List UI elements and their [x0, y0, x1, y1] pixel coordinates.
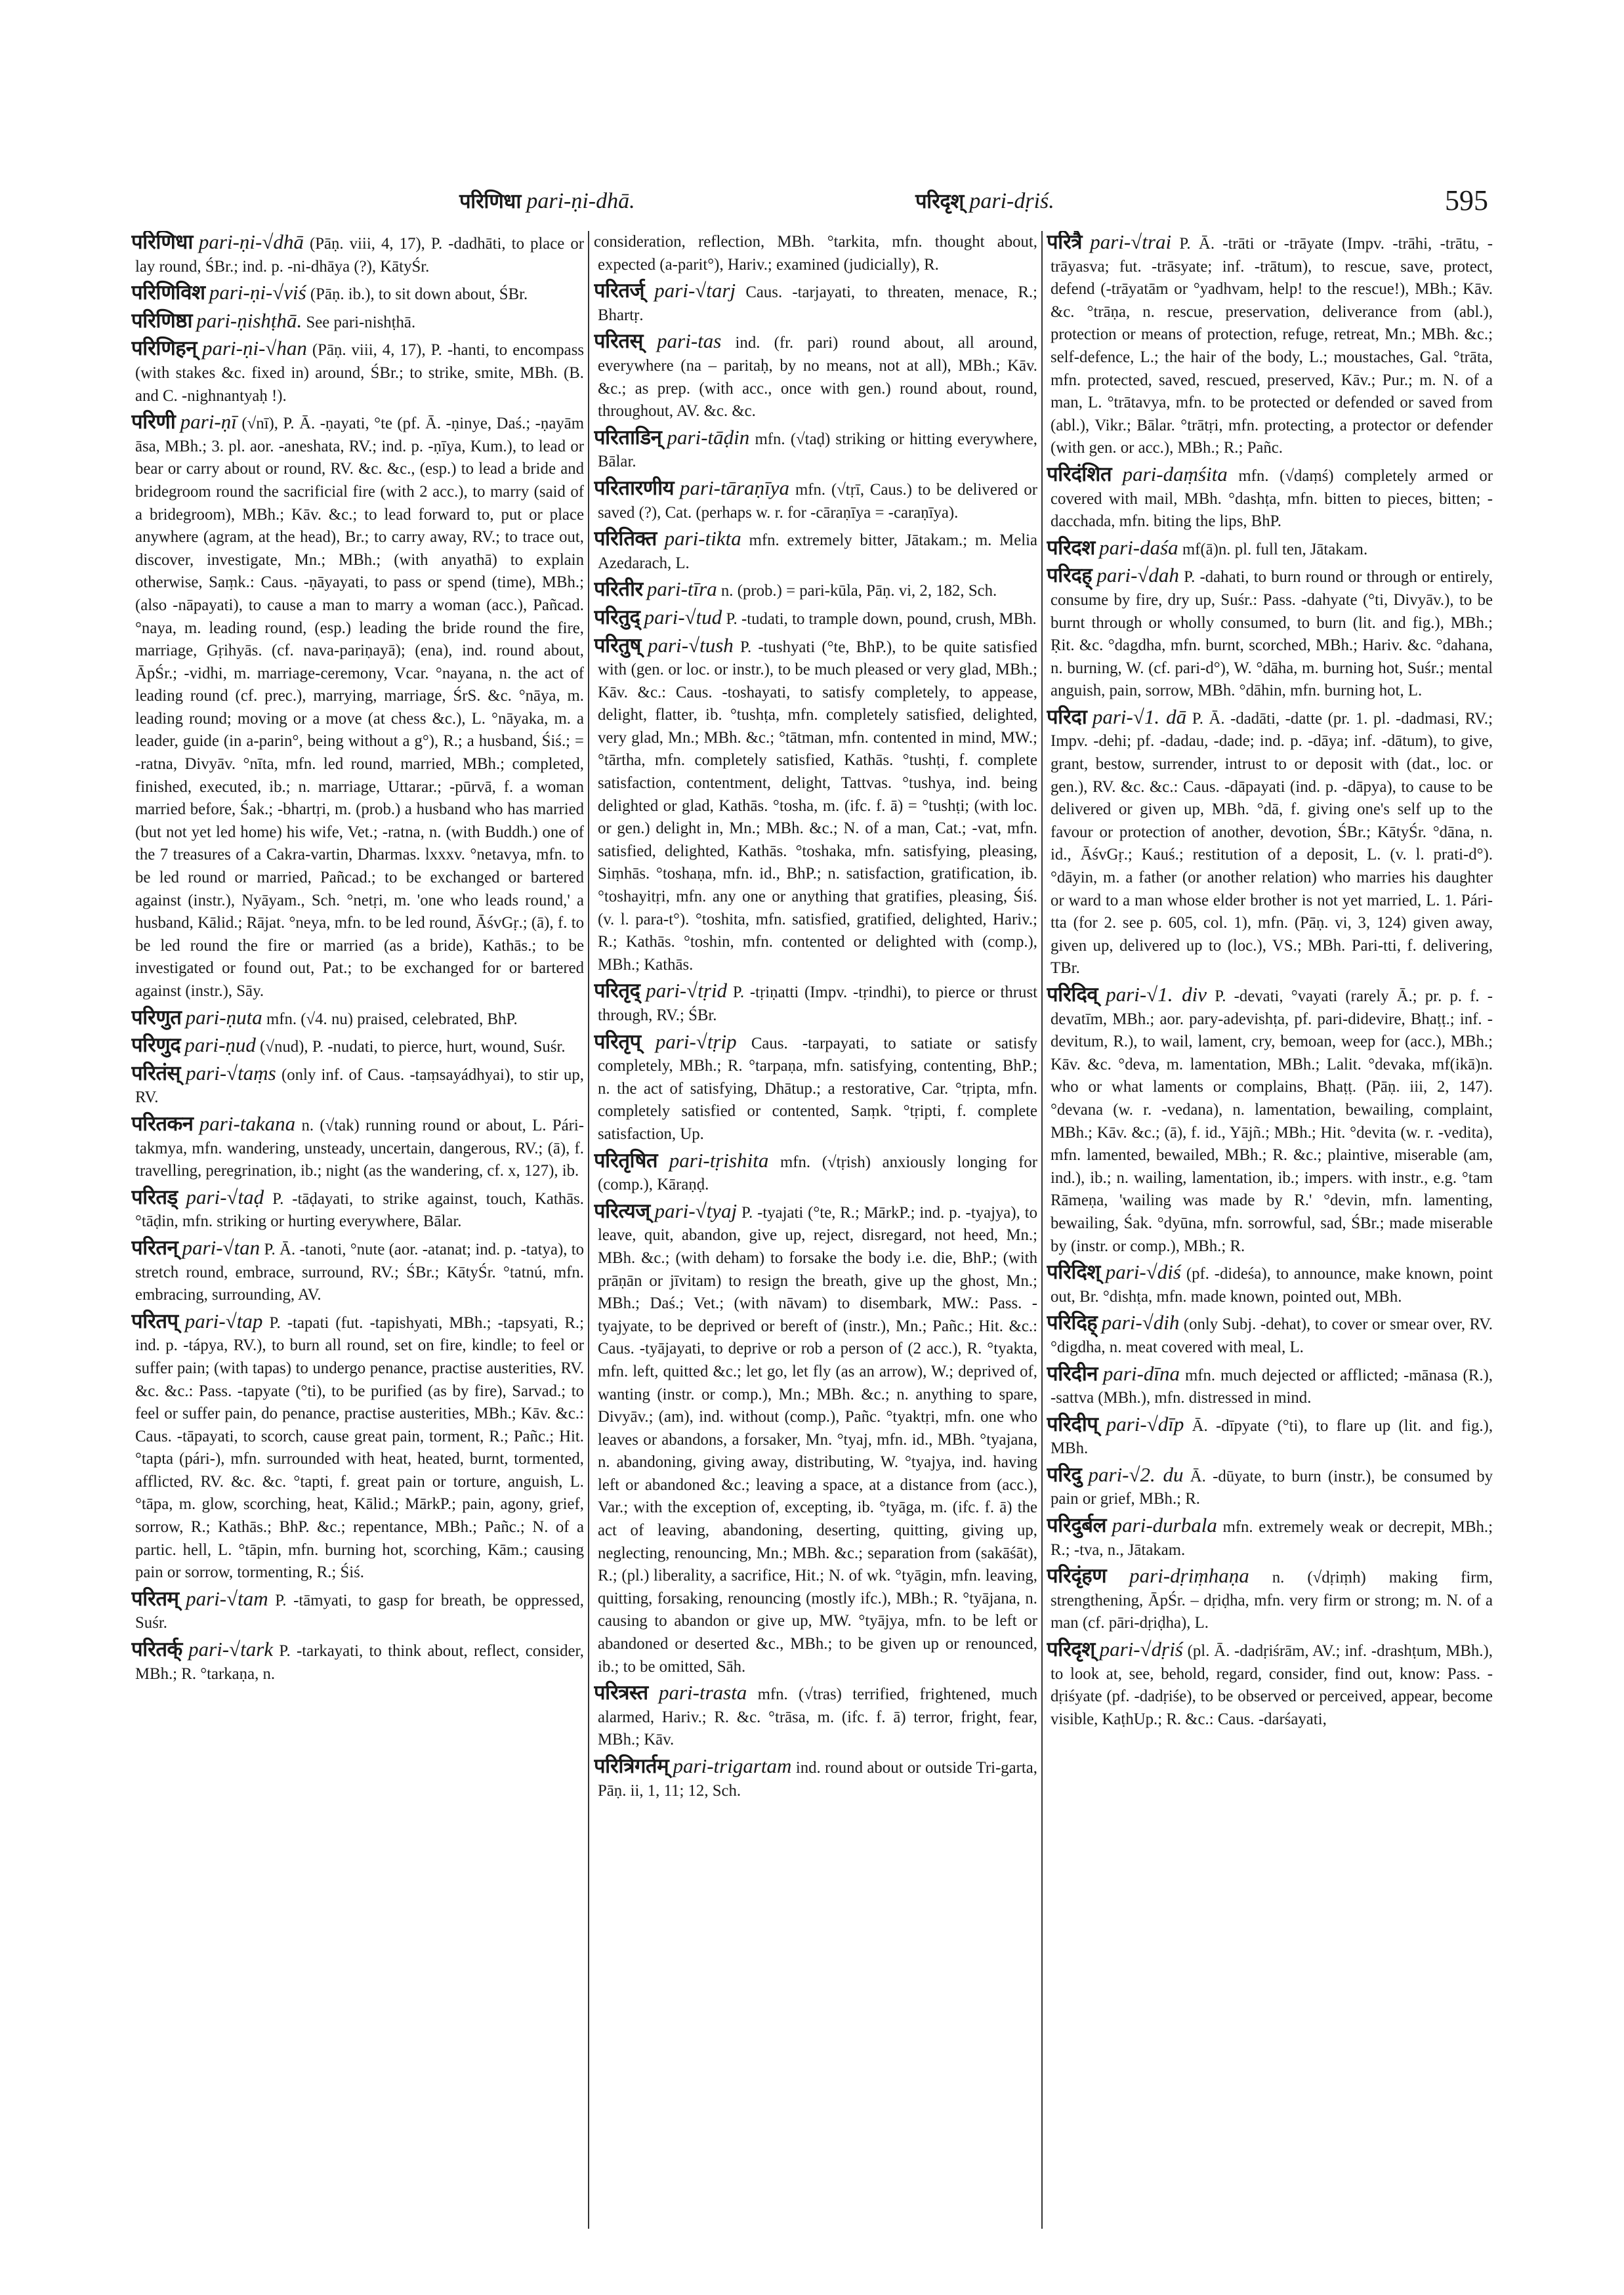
entry-definition: n. (√dṛiṃh) making firm, strengthening, ĀpŚr. – dṛiḍha, mfn. very firm or strong; m. N. of a man (cf. pāri-dṛiḍha), L.	[1051, 1569, 1493, 1632]
entry-definition: ind. round about or outside Tri-garta, Pāṇ. ii, 1, 11; 12, Sch.	[598, 1759, 1037, 1800]
entry-devanagari-headword: परितारणीय	[594, 476, 675, 499]
entry-definition: mfn. much dejected or afflicted; -mānasa (R.), -sattva (MBh.), mfn. distressed in mind.	[1051, 1366, 1493, 1407]
dictionary-entry	[594, 1031, 1037, 1146]
entry-transliterated-headword: pari-dṛiṃhaṇa	[1129, 1564, 1249, 1588]
entry-definition: (√nud), P. -nudati, to pierce, hurt, wound, Suśr.	[260, 1038, 566, 1056]
entry-definition: mf(ā)n. pl. full ten, Jātakam.	[1182, 540, 1368, 558]
dictionary-entry	[594, 231, 1037, 276]
dictionary-entry	[1047, 463, 1493, 533]
entry-definition: mfn. (√tṛī, Caus.) to be delivered or saved (?), Cat. (perhaps w. r. for -cāraṇīya = -caraṇīya).	[598, 480, 1037, 522]
entry-transliterated-headword: pari-ṇishṭhā.	[196, 308, 302, 332]
entry-devanagari-headword: परिताडिन्	[594, 425, 662, 449]
dictionary-entry	[594, 634, 1037, 977]
entry-definition: P. -tāmyati, to gasp for breath, be oppressed, Suśr.	[135, 1591, 584, 1632]
entry-transliterated-headword: pari-√tṛid	[646, 979, 728, 1003]
page-header	[0, 0, 1624, 217]
entry-transliterated-headword: pari-daṃśita	[1122, 462, 1228, 486]
entry-devanagari-headword: परिदृंहण	[1047, 1564, 1107, 1588]
dictionary-entry	[594, 606, 1037, 631]
entry-transliterated-headword: pari-√tam	[186, 1586, 268, 1610]
dictionary-entry	[594, 1149, 1037, 1197]
page-number: 595	[1445, 184, 1488, 217]
entry-devanagari-headword: परितिक्त	[594, 527, 657, 550]
entry-devanagari-headword: परितन्	[131, 1235, 178, 1259]
entry-definition: ind. (fr. pari) round about, all around, everywhere (na – paritaḥ, by no means, not at all), MBh.; Kāv. &c.; as prep. (with acc., once with gen.) round about, round, throughout, AV. &c. &c.	[598, 334, 1037, 421]
entry-devanagari-headword: परिदह्	[1047, 564, 1093, 587]
entry-transliterated-headword: pari-√tud	[644, 605, 722, 629]
entry-transliterated-headword: pari-tikta	[664, 527, 741, 550]
entry-devanagari-headword: परितीर	[594, 577, 643, 601]
entry-devanagari-headword: परितृप्	[594, 1029, 641, 1053]
entry-definition: (pl. Ā. -dadṛiśrām, AV.; inf. -drashṭum, MBh.), to look at, see, behold, regard, consider, find out, know: Pass. -dṛiśyate (pf. -dadṛiśe), to be observed or perceived, appear, become visible, KaṭhUp.; R. &c.: Caus. -darśayati,	[1051, 1642, 1493, 1728]
entry-definition: (Pāṇ. viii, 4, 17), P. -dadhāti, to place or lay round, ŚBr.; ind. p. -ni-dhāya (?), KātyŚr.	[135, 235, 584, 276]
entry-definition: consideration, reflection, MBh. °tarkita, mfn. thought about, expected (a-parit°), Hariv.; examined (judicially), R.	[594, 233, 1037, 274]
dictionary-column-3	[1047, 231, 1493, 2235]
dictionary-entry	[594, 279, 1037, 327]
entry-transliterated-headword: pari-tāḍin	[667, 425, 750, 449]
entry-devanagari-headword: परिदु	[1047, 1462, 1082, 1486]
dictionary-entry	[1047, 564, 1493, 703]
entry-definition: P. -tṛiṇatti (Impv. -tṛindhi), to pierce or thrust through, RV.; ŚBr.	[598, 983, 1037, 1024]
entry-definition: Caus. -tarpayati, to satiate or satisfy completely, MBh.; R. °tarpaṇa, mfn. satisfying, contenting, BhP.; n. the act of satisfying, Dhātup.; a restorative, Car. °tṛipta, mfn. completely satisfied or contented, Saṃk. °tṛipti, f. complete satisfaction, Up.	[598, 1034, 1037, 1143]
entry-definition: P. Ā. -trāti or -trāyate (Impv. -trāhi, -trātu, -trāyasva; fut. -trāsyate; inf. -trātum), to rescue, save, protect, defend (-trāyatām or °yadhvam, help! to the rescue!), MBh.; Kāv. &c. °trāṇa, n. rescue, preservation, deliverance from (abl.), protection or means of protection, refuge, retreat, Mn.; MBh. &c.; self-defence, L.; the hair of the body, L.; moustaches, Gal. °trāta, mfn. protected, saved, rescued, preserved, Kāv.; Pur.; m. N. of a man, L. °trātavya, mfn. to be protected or defended or saved from (abl.), Vikr.; Bālar. °trātṛi, mfn. protecting, a protector or defender (with gen. or acc.), MBh.; R.; Pañc.	[1051, 235, 1493, 457]
dictionary-entry	[131, 1186, 584, 1233]
dictionary-entry	[1047, 231, 1493, 460]
entry-devanagari-headword: परिणी	[131, 410, 176, 434]
entry-transliterated-headword: pari-dīna	[1102, 1361, 1180, 1385]
dictionary-entry	[594, 426, 1037, 474]
entry-devanagari-headword: परितड्	[131, 1185, 178, 1209]
entry-transliterated-headword: pari-ṇi-√viś	[209, 281, 306, 304]
entry-devanagari-headword: परिदीप्	[1047, 1412, 1098, 1436]
dictionary-entry	[594, 1682, 1037, 1752]
entry-transliterated-headword: pari-√1. dā	[1092, 705, 1187, 728]
dictionary-entry	[1047, 1638, 1493, 1731]
entry-devanagari-headword: परितुष्	[594, 633, 641, 657]
dictionary-entry	[594, 527, 1037, 575]
entry-transliterated-headword: pari-√dṛiś	[1099, 1638, 1183, 1661]
entry-transliterated-headword: pari-√tan	[182, 1235, 260, 1259]
entry-devanagari-headword: परित्यज्	[594, 1199, 650, 1222]
entry-transliterated-headword: pari-√tyaj	[654, 1199, 738, 1222]
entry-devanagari-headword: परितम्	[131, 1586, 179, 1610]
dictionary-entry	[131, 1006, 584, 1031]
entry-transliterated-headword: pari-√tarj	[654, 279, 736, 302]
entry-transliterated-headword: pari-ṇud	[184, 1033, 256, 1057]
entry-definition: P. -tyajati (°te, R.; MārkP.; ind. p. -tyajya), to leave, quit, abandon, give up, reject, disregard, not heed, Mn.; MBh. &c.; (with deham) to forsake the body i.e. die, BhP.; (with prāṇān or jīvitam) to resign the breath, give up the ghost, Mn.; MBh.; Daś.; Vet.; (with nāvam) to disembark, MW.: Pass. -tyajyate, to be deprived or bereft of (instr.), Mn.; Pañc.; Hit. &c.: Caus. -tyājayati, to deprive or rob a person of (2 acc.), R. °tyakta, mfn. left, quitted &c.; let go, let fly (as an arrow), W.; deprived of, wanting (instr. or comp.), Mn.; MBh. &c.; n. anything to spare, Divyāv.; (am), ind. without (comp.), Pañc. °tyaktṛi, mfn. one who leaves or abandons, a forsaker, Mn. °tyaj, mfn. id., MBh. °tyajana, n. abandoning, giving away, distributing, W. °tyajya, ind. having left or abandoned &c.; leaving a space, at a distance from (acc.), Var.; with the exception of, excepting, ib. °tyāga, m. (ifc. f. ā) the act of leaving, abandoning, deserting, quitting, giving up, neglecting, renouncing, Mn.; MBh. &c.; separation from (sakāśāt), R.; (pl.) liberality, a sacrifice, Hit.; N. of wk. °tyāgin, mfn. leaving, quitting, forsaking, renouncing (mostly ifc.), MBh.; R. °tyājana, n. causing to abandon or give up, MW. °tyājya, mfn. to be left or abandoned or deserted &c., MBh.; to be given up or renounced, ib.; to be omitted, Sāh.	[598, 1203, 1037, 1676]
dictionary-entry	[1047, 1413, 1493, 1460]
entry-definition: (Pāṇ. ib.), to sit down about, ŚBr.	[310, 285, 528, 304]
entry-definition: mfn. (√daṃś) completely armed or covered with mail, MBh. °dashṭa, mfn. bitten to pieces, bitten; -dacchada, mfn. biting the lips, BhP.	[1051, 466, 1493, 531]
entry-devanagari-headword: परितुद्	[594, 605, 640, 629]
entry-definition: (pf. -dideśa), to announce, make known, point out, Br. °dishṭa, mfn. made known, pointed out, MBh.	[1051, 1265, 1493, 1306]
entry-transliterated-headword: pari-tas	[657, 329, 722, 353]
entry-definition: mfn. (√tras) terrified, frightened, much alarmed, Hariv.; R. &c. °trāsa, m. (ifc. f. ā) terror, fright, fear, MBh.; Kāv.	[598, 1685, 1037, 1749]
entry-devanagari-headword: परित्रै	[1047, 231, 1082, 253]
right-head-translit: pari-dṛiś.	[969, 189, 1054, 213]
entry-transliterated-headword: pari-√tush	[648, 633, 734, 657]
dictionary-entry	[131, 411, 584, 1003]
entry-definition: mfn. (√tṛish) anxiously longing for (comp.), Kāraṇḍ.	[598, 1153, 1037, 1194]
dictionary-entry	[594, 1200, 1037, 1678]
dictionary-entry	[131, 231, 584, 278]
entry-definition: mfn. (√4. nu) praised, celebrated, BhP.	[266, 1010, 518, 1028]
entry-transliterated-headword: pari-tṛishita	[669, 1148, 769, 1172]
entry-transliterated-headword: pari-ṇuta	[185, 1005, 262, 1029]
entry-transliterated-headword: pari-√dih	[1101, 1311, 1180, 1334]
entry-definition: P. -tapati (fut. -tapishyati, MBh.; -tapsyati, R.; ind. p. -tápya, RV.), to burn all round, set on fire, kindle; to feel or suffer pain; (with tapas) to undergo penance, practise austerities, RV. &c. &c.: Pass. -tapyate (°ti), to be purified (as by fire), Sarvad.; to feel or suffer pain, do penance, practise austerities, MBh.; Kāv. &c.: Caus. -tāpayati, to scorch, cause great pain, torment, R.; Pañc.; Hit. °tapta (pári-), mfn. surrounded with heat, heated, burnt, tormented, afflicted, RV. &c. &c. °tapti, f. great pain or torture, anguish, L. °tāpa, m. glow, scorching, heat, Kālid.; MārkP.; pain, agony, grief, sorrow, R.; Kathās.; BhP. &c.; repentance, MBh.; Pañc.; N. of a partic. hell, L. °tāpin, mfn. burning hot, scorching, Kām.; causing pain or sorrow, tormenting, R.; Śiś.	[135, 1313, 584, 1582]
dictionary-entry	[1047, 1464, 1493, 1511]
entry-definition: Ā. -dūyate, to burn (instr.), be consumed by pain or grief, MBh.; R.	[1051, 1467, 1493, 1508]
entry-definition: Ā. -dīpyate (°ti), to flare up (lit. and fig.), MBh.	[1051, 1416, 1493, 1458]
dictionary-entry	[131, 1310, 584, 1584]
dictionary-entry	[594, 330, 1037, 423]
entry-devanagari-headword: परिदश	[1047, 535, 1095, 559]
entry-devanagari-headword: परितर्ज्	[594, 279, 644, 302]
entry-transliterated-headword: pari-takana	[199, 1111, 296, 1135]
entry-definition: See pari-nishṭhā.	[306, 313, 416, 331]
dictionary-entry	[131, 1588, 584, 1635]
column-divider	[1041, 231, 1043, 2229]
entry-definition: n. (√tak) running round or about, L. Pári-takmya, mfn. wandering, unsteady, uncertain, dangerous, RV.; (ā), f. travelling, peregrination, ib.; night (as the wandering, cf. x, 127), ib.	[135, 1116, 584, 1180]
entry-devanagari-headword: परिदिश्	[1047, 1260, 1100, 1284]
left-head-translit: pari-ṇi-dhā.	[526, 189, 635, 213]
entry-devanagari-headword: परितस्	[594, 329, 643, 353]
entry-definition: P. -tāḍayati, to strike against, touch, Kathās. °tāḍin, mfn. striking or hurting everywhere, Bālar.	[135, 1189, 584, 1231]
dictionary-entry	[131, 337, 584, 407]
entry-transliterated-headword: pari-trasta	[658, 1681, 747, 1705]
entry-definition: P. -tarkayati, to think about, reflect, consider, MBh.; R. °tarkaṇa, n.	[135, 1642, 584, 1683]
entry-transliterated-headword: pari-√trai	[1090, 231, 1172, 253]
entry-definition: mfn. (√taḍ) striking or hitting everywhere, Bālar.	[598, 430, 1037, 471]
entry-transliterated-headword: pari-√dah	[1096, 564, 1179, 587]
entry-devanagari-headword: परितप्	[131, 1309, 178, 1333]
entry-devanagari-headword: परिदिह्	[1047, 1311, 1098, 1334]
dictionary-entry	[594, 1755, 1037, 1802]
entry-transliterated-headword: pari-√tṛip	[655, 1029, 737, 1053]
dictionary-entry	[1047, 1565, 1493, 1635]
dictionary-entry	[1047, 1514, 1493, 1561]
entry-devanagari-headword: परिदीन	[1047, 1361, 1098, 1385]
entry-transliterated-headword: pari-durbala	[1112, 1514, 1217, 1537]
entry-devanagari-headword: परितकन	[131, 1111, 194, 1135]
left-head-devanagari: परिणिधा	[459, 190, 521, 213]
entry-devanagari-headword: परिणिविश	[131, 281, 205, 304]
entry-definition: P. Ā. -tanoti, °nute (aor. -atanat; ind. p. -tatya), to stretch round, embrace, surround, RV.; ŚBr.; KātyŚr. °tatnú, mfn. embracing, surrounding, AV.	[135, 1240, 584, 1304]
entry-definition: (only Subj. -dehat), to cover or smear over, RV. °digdha, n. meat covered with meal, L.	[1051, 1315, 1493, 1356]
entry-transliterated-headword: pari-√taṃs	[186, 1061, 276, 1085]
entry-transliterated-headword: pari-tīra	[646, 577, 717, 601]
entry-transliterated-headword: pari-ṇi-√dhā	[198, 231, 304, 253]
entry-devanagari-headword: परिणुत	[131, 1005, 182, 1029]
entry-devanagari-headword: परितृषित	[594, 1148, 658, 1172]
entry-devanagari-headword: परिणिधा	[131, 231, 193, 253]
dictionary-entry	[1047, 1261, 1493, 1308]
entry-transliterated-headword: pari-trigartam	[673, 1754, 792, 1777]
dictionary-entry	[131, 1113, 584, 1183]
entry-transliterated-headword: pari-ṇi-√han	[201, 337, 307, 360]
entry-definition: mfn. extremely bitter, Jātakam.; m. Melia Azedarach, L.	[598, 531, 1037, 572]
left-running-head	[459, 187, 635, 215]
dictionary-entry	[594, 578, 1037, 603]
entry-devanagari-headword: परिणिहन्	[131, 337, 197, 360]
right-head-devanagari: परिदृश्	[915, 190, 964, 213]
entry-definition: (√nī), P. Ā. -ṇayati, °te (pf. Ā. -ṇinye, Daś.; -ṇayām āsa, MBh.; 3. pl. aor. -aneshata, RV.; ind. p. -ṇīya, Kum.), to lead or bear or carry about or round, RV. &c. &c., (esp.) to lead a bride and bridegroom round the sacrificial fire (with 2 acc.), to marry (said of a bridegroom), MBh.; Kāv. &c.; to lead forward to, put or place anywhere (agram, at the head), Br.; to carry away, RV.; to trace out, discover, investigate, Mn.; MBh.; (with anyathā) to explain otherwise, Saṃk.: Caus. -ṇāyayati, to pass or spend (time), MBh.; (also -nāpayati), to cause a man to marry a woman (acc.), Pañcad. °naya, m. leading round, (esp.) leading the bride round the fire, marriage, Gṛihyās. (cf. nava-pariṇayā); (ena), ind. round about, ĀpŚr.; -vidhi, m. marriage-ceremony, Vcar. °nayana, n. the act of leading round (cf. prec.), marrying, marriage, ŚrS. &c. °nāya, m. leading round; moving or a move (at chess &c.), L. °nāyaka, m. a leader, guide (in a-parin°, being without a g°), R.; a husband, Śiś.; = -ratna, Divyāv. °nīta, mfn. led round, married, MBh.; completed, finished, executed, ib.; n. marriage, Uttarar.; -pūrvā, f. a woman married before, Śak.; -bhartṛi, m. (prob.) a husband who has married (but not yet led home) his wife, Vet.; -ratna, n. (with Buddh.) one of the 7 treasures of a Cakra-vartin, Dharmas. lxxxv. °netavya, mfn. to be led round or married, Pañcad.; to be exchanged or bartered against (instr.), Nyāyam., Sch. °netṛi, m. 'one who leads round,' a husband, Kālid.; Rājat. °neya, mfn. to be led round, ĀśvGṛ.; (ā), f. to be led round the fire or married (as a bride), Kathās.; to be investigated or found out, Pat.; to be exchanged for or bartered against (instr.), Sāy.	[135, 415, 584, 1000]
dictionary-entry	[131, 1638, 584, 1685]
entry-transliterated-headword: pari-daśa	[1099, 535, 1178, 559]
entry-devanagari-headword: परिदिव्	[1047, 983, 1098, 1006]
entry-transliterated-headword: pari-tāraṇīya	[680, 476, 790, 499]
entry-devanagari-headword: परिणुद	[131, 1033, 181, 1057]
entry-devanagari-headword: परित्रस्त	[594, 1681, 648, 1705]
entry-transliterated-headword: pari-√diś	[1105, 1260, 1181, 1284]
dictionary-entry	[594, 980, 1037, 1027]
entry-definition: (only inf. of Caus. -taṃsayádhyai), to stir up, RV.	[135, 1065, 584, 1107]
entry-devanagari-headword: परितृद्	[594, 979, 640, 1003]
entry-transliterated-headword: pari-√taḍ	[186, 1185, 264, 1209]
entry-transliterated-headword: pari-√dīp	[1106, 1412, 1184, 1436]
dictionary-entry	[1047, 537, 1493, 562]
dictionary-entry	[131, 1034, 584, 1059]
dictionary-entry	[131, 1062, 584, 1109]
entry-devanagari-headword: परितर्क्	[131, 1638, 182, 1661]
entry-transliterated-headword: pari-√2. du	[1088, 1462, 1184, 1486]
entry-definition: mfn. extremely weak or decrepit, MBh.; R.; -tva, n., Jātakam.	[1051, 1518, 1493, 1559]
entry-devanagari-headword: परितंस्	[131, 1061, 180, 1085]
entry-transliterated-headword: pari-ṇī	[180, 410, 237, 434]
entry-devanagari-headword: परित्रिगर्तम्	[594, 1754, 669, 1777]
entry-definition: P. Ā. -dadāti, -datte (pr. 1. pl. -dadmasi, RV.; Impv. -dehi; pf. -dadau, -dade; ind. p. -dāya; inf. -dātum), to give, grant, bestow, surrender, intrust to or deposit with (dat., loc. or gen.), RV. &c. &c.: Caus. -dāpayati (ind. p. -dāpya), to cause to be delivered or given up, MBh. °dā, f. giving one's self up to the favour or protection of another, devotion, ŚBr.; KātyŚr. °dāna, n. id., ĀśvGṛ.; Kauś.; restitution of a deposit, L. (v. l. prati-d°). °dāyin, m. a father (or another relation) who marries his daughter or ward to a man whose elder brother is not yet married, L. 1. Pári-tta (for 2. see p. 605, col. 1), mfn. (Pāṇ. vi, 3, 124) given away, given up, delivered up to (loc.), VS.; MBh. Pari-tti, f. delivering, TBr.	[1051, 709, 1493, 978]
dictionary-column-1	[131, 231, 584, 2235]
entry-devanagari-headword: परिणिष्ठा	[131, 308, 193, 332]
entry-transliterated-headword: pari-√tark	[188, 1638, 274, 1661]
entry-definition: P. -tudati, to trample down, pound, crush, MBh.	[726, 610, 1037, 628]
dictionary-column-2	[594, 231, 1037, 2235]
entry-definition: n. (prob.) = pari-kūla, Pāṇ. vi, 2, 182, Sch.	[720, 582, 997, 600]
entry-definition: Caus. -tarjayati, to threaten, menace, R.; Bhartṛ.	[598, 283, 1037, 324]
dictionary-entry	[1047, 983, 1493, 1258]
dictionary-entry	[131, 281, 584, 306]
entry-transliterated-headword: pari-√1. div	[1106, 983, 1207, 1006]
entry-devanagari-headword: परिदा	[1047, 705, 1087, 728]
dictionary-entry	[131, 1237, 584, 1307]
dictionary-entry	[131, 310, 584, 335]
entry-definition: P. -devati, °vayati (rarely Ā.; pr. p. f. -devatīm, MBh.; aor. pary-adevishṭa, pf. pari-didevire, Bhaṭṭ.; inf. -devitum, R.), to wail, lament, cry, bemoan, weep for (acc.), MBh.; Kāv. &c. °deva, m. lamentation, MBh.; Lalit. °devaka, mf(ikā)n. who or what laments or complains, Bhaṭṭ. (Pāṇ. iii, 2, 147). °devana (w. r. -vedana), n. lamentation, bewailing, complaint, MBh.; Kāv. &c.; (ā), f. id., Yājñ.; MBh.; Hit. °devita (w. r. -vedita), mfn. lamented, bewailed, MBh.; R. &c.; plaintive, miserable (am, ind.), ib.; n. wailing, lamentation, ib.; impers. with instr., e.g. °tam Rāmeṇa, 'wailing was made by R.' °devin, mfn. lamenting, bewailing, Śak. °dyūna, mfn. sorrowful, sad, ŚBr.; made miserable by (instr. or comp.), MBh.; R.	[1051, 987, 1493, 1255]
entry-definition: (Pāṇ. viii, 4, 17), P. -hanti, to encompass (with stakes &c. fixed in) around, ŚBr.; to strike, smite, MBh. (B. and C. -nighnantyaḥ !).	[135, 341, 584, 405]
right-running-head	[915, 187, 1054, 215]
entry-devanagari-headword: परिदुर्बल	[1047, 1514, 1106, 1537]
entry-definition: P. -dahati, to burn round or through or entirely, consume by fire, dry up, Suśr.: Pass. -dahyate (°ti, Divyāv.), to be burnt through or wholly consumed, to burn (lit. and fig.), MBh.; Ṛit. &c. °dagdha, mfn. burnt, scorched, MBh.; Hariv. &c. °dahana, n. burning, W. (cf. pari-d°), W. °dāha, m. burning hot, Suśr.; mental anguish, pain, sorrow, MBh. °dāhin, mfn. burning hot, L.	[1051, 568, 1493, 700]
entry-transliterated-headword: pari-√tap	[184, 1309, 263, 1333]
entry-devanagari-headword: परिदृश्	[1047, 1638, 1095, 1661]
dictionary-entry	[594, 477, 1037, 524]
entry-definition: P. -tushyati (°te, BhP.), to be quite satisfied with (gen. or loc. or instr.), to be much pleased or very glad, MBh.; Kāv. &c.: Caus. -toshayati, to satisfy completely, to appease, delight, flatter, ib. °tushṭa, mfn. completely satisfied, delighted, very glad, Mn.; MBh. &c.; °tātman, mfn. contented in mind, MW.; °tārtha, mfn. completely satisfied, Kathās. °tushṭi, f. complete satisfaction, contentment, delight, Tattvas. °tushya, ind. being delighted or glad, Kathās. °tosha, m. (ifc. f. ā) = °tushṭi; (with loc. or gen.) delight in, Mn.; MBh. &c.; N. of a man, Cat.; -vat, mfn. satisfied, delighted, Kathās. °toshaka, mfn. satisfying, pleasing, Siṃhās. °toshaṇa, mfn. id., BhP.; n. satisfaction, gratification, ib. °toshayitṛi, mfn. any one or anything that gratifies, pleasing, Śiś. (v. l. para-t°). °toshita, mfn. satisfied, gratified, delighted, Hariv.; R.; Kathās. °toshin, mfn. contented or delighted with (comp.), MBh.; Kathās.	[598, 638, 1037, 974]
column-divider	[588, 231, 589, 2229]
dictionary-entry	[1047, 1363, 1493, 1410]
entry-devanagari-headword: परिदंशित	[1047, 462, 1112, 486]
dictionary-entry	[1047, 706, 1493, 980]
dictionary-entry	[1047, 1312, 1493, 1359]
